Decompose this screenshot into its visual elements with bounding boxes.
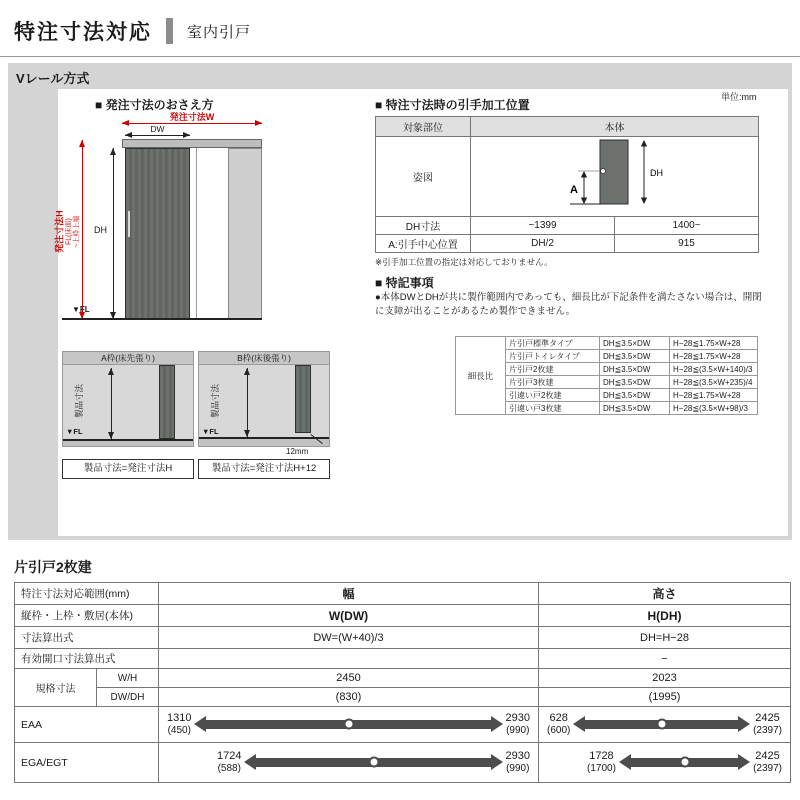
opening-formula-label: 有効開口寸法算出式	[15, 649, 159, 669]
dh-size-row	[376, 217, 759, 235]
ratio-cond-2: H−28≦1.75×W+28	[670, 389, 758, 402]
top-frame-bar	[122, 139, 262, 148]
standard-dwdh-row	[15, 688, 791, 707]
range-min-sub: (588)	[217, 763, 241, 775]
range-min-sub: (1700)	[587, 763, 616, 775]
frame-a-fl-label: ▼FL	[66, 427, 83, 436]
figure-dh-arrow-head-bottom	[640, 198, 646, 205]
eaa-width-range-cell	[159, 707, 539, 743]
order-height-label	[55, 177, 80, 287]
ratio-cond-1: DH≦3.5×DW	[600, 363, 670, 376]
bottom-heading: 片引戸2枚建	[14, 559, 92, 575]
range-circle-icon	[343, 719, 354, 730]
spec-header-label: 特注寸法対応範囲(mm)	[15, 583, 159, 605]
standard-wh-row	[15, 669, 791, 688]
body-dims-w: W(DW)	[159, 605, 539, 627]
range-max-sub: (990)	[506, 725, 530, 737]
figure-row-label: 姿図	[376, 137, 471, 217]
opening-formula-w	[159, 649, 539, 669]
handle-section-title: ■ 特注寸法時の引手加工位置	[375, 98, 530, 112]
figure-handle-icon	[600, 169, 605, 174]
frame-a-product-label: 製品寸法	[74, 384, 84, 419]
range-max-sub: (2397)	[753, 763, 782, 775]
formula-row	[15, 627, 791, 649]
ratio-type: 片引戸標準タイプ	[506, 337, 600, 350]
frame-b-floor-slab	[199, 439, 329, 446]
range-max-value: 2425	[755, 712, 780, 725]
frame-b-formula: 製品寸法=発注寸法H+12	[198, 459, 330, 479]
handle-figure	[472, 137, 758, 213]
ratio-cond-1: DH≦3.5×DW	[600, 337, 670, 350]
ratio-cond-2: H−28≦(3.5×W+140)/3	[670, 363, 758, 376]
col-part-header: 対象部位	[376, 117, 471, 137]
eaa-label: EAA	[15, 707, 159, 743]
range-circle-icon	[368, 757, 379, 768]
ratio-type: 片引戸トイレタイプ	[506, 350, 600, 363]
spec-range-table	[14, 582, 791, 783]
range-arrow	[631, 758, 738, 767]
notes-section-title: ■ 特記事項	[375, 276, 434, 290]
dw-label: DW	[150, 124, 165, 134]
range-max-sub: (2397)	[753, 725, 782, 737]
frame-b-product-label: 製品寸法	[210, 384, 220, 419]
standard-dwdh-label: DW/DH	[97, 688, 159, 707]
opening-edge-line	[196, 148, 197, 319]
page-subtitle: 室内引戸	[187, 23, 252, 41]
ega-height-range-cell	[539, 743, 791, 783]
figure-row	[376, 137, 759, 217]
formula-h: DH=H−28	[539, 627, 791, 649]
dh-size-value-2: 1400~	[615, 217, 759, 235]
figure-dh-label: DH	[649, 168, 663, 178]
handle-position-table	[375, 116, 759, 253]
range-min-value: 1728	[589, 750, 614, 763]
range-max-value: 2930	[505, 750, 530, 763]
page-header	[14, 16, 251, 46]
frame-a-floor-slab	[63, 441, 193, 446]
body-dims-row	[15, 605, 791, 627]
eaa-width-range	[159, 710, 538, 738]
range-arrow	[256, 758, 490, 767]
ratio-cond-1: DH≦3.5×DW	[600, 402, 670, 415]
order-height-arrow	[82, 140, 83, 319]
range-min	[587, 750, 616, 774]
dh-label: DH	[94, 225, 107, 235]
frame-a-diagram	[62, 351, 194, 447]
handle-center-row	[376, 235, 759, 253]
ratio-type: 引違い戸3枚建	[506, 402, 600, 415]
opening-formula-h: −	[539, 649, 791, 669]
width-column-header: 幅	[159, 583, 539, 605]
formula-w: DW=(W+40)/3	[159, 627, 539, 649]
notes-bullet: ●本体DWとDHが共に製作範囲内であっても、細長比が下記条件を満たさない場合は、開閉に支障が出ることがあるため製作できません。	[375, 292, 762, 318]
frame-a-product-arrow	[111, 368, 112, 439]
frame-a-floor-line	[63, 439, 193, 441]
handle-center-value-2: 915	[615, 235, 759, 253]
order-height-label-sub1: FL(床面)	[65, 218, 73, 246]
formula-label: 寸法算出式	[15, 627, 159, 649]
ratio-cond-1: DH≦3.5×DW	[600, 376, 670, 389]
standard-wh-label: W/H	[97, 669, 159, 688]
ega-width-range	[159, 748, 538, 776]
eaa-row	[15, 707, 791, 743]
frame-a-formula: 製品寸法=発注寸法H	[62, 459, 194, 479]
door-panel	[125, 148, 190, 319]
range-arrow	[206, 720, 490, 729]
slenderness-ratio-table	[455, 336, 758, 415]
range-arrow	[585, 720, 738, 729]
dw-arrow	[125, 135, 190, 136]
ratio-cond-2: H−28≦1.75×W+28	[670, 337, 758, 350]
order-height-label-sub2: ~上枠上端	[72, 215, 80, 248]
range-max	[753, 750, 782, 774]
ratio-type: 引違い戸2枚建	[506, 389, 600, 402]
range-min	[547, 712, 570, 736]
header-rule	[0, 56, 800, 57]
height-column-header: 高さ	[539, 583, 791, 605]
range-min-sub: (600)	[547, 725, 571, 737]
ega-row	[15, 743, 791, 783]
figure-a-arrow-head-top	[580, 171, 586, 178]
range-max-value: 2930	[505, 712, 530, 725]
frame-b-product-arrow	[247, 368, 248, 437]
frame-detail-diagrams	[62, 351, 330, 483]
dh-size-value-1: ~1399	[471, 217, 615, 235]
range-max	[506, 712, 530, 736]
ega-label: EGA/EGT	[15, 743, 159, 783]
ega-height-range	[539, 748, 790, 776]
floor-level-label: ▼FL	[72, 305, 90, 314]
handle-center-value-1: DH/2	[471, 235, 615, 253]
ratio-label: 細長比	[456, 337, 506, 415]
ratio-cond-1: DH≦3.5×DW	[600, 350, 670, 363]
vrail-section	[8, 63, 792, 540]
door-handle-mark	[128, 211, 130, 237]
vrail-label: Vレール方式	[16, 71, 90, 86]
opening-formula-row	[15, 649, 791, 669]
order-height-label-main: 発注寸法H	[54, 210, 65, 253]
order-width-label: 発注寸法W	[169, 112, 215, 122]
ratio-cond-2: H−28≦1.75×W+28	[670, 350, 758, 363]
standard-dwdh-w: (830)	[159, 688, 539, 707]
unit-label: 単位:mm	[721, 92, 757, 102]
range-min-value: 1724	[217, 750, 242, 763]
standard-wh-h: 2023	[539, 669, 791, 688]
figure-cell	[471, 137, 759, 217]
frame-b-body	[198, 365, 330, 447]
handle-center-label: A:引手中心位置	[376, 235, 471, 253]
handle-note: ※引手加工位置の指定は対応しておりません。	[375, 257, 553, 267]
figure-a-arrow-head-bottom	[580, 198, 586, 205]
range-min-value: 1310	[167, 712, 192, 725]
standard-wh-w: 2450	[159, 669, 539, 688]
range-min	[167, 712, 191, 736]
ratio-cond-2: H−28≦(3.5×W+235)/4	[670, 376, 758, 389]
table-row	[456, 337, 758, 350]
frame-b-diagram	[198, 351, 330, 447]
range-min-value: 628	[549, 712, 568, 725]
ratio-type: 片引戸2枚建	[506, 363, 600, 376]
frame-a-body	[62, 365, 194, 447]
body-dims-h: H(DH)	[539, 605, 791, 627]
dh-size-label: DH寸法	[376, 217, 471, 235]
page-title: 特注寸法対応	[14, 21, 152, 44]
range-min	[217, 750, 241, 774]
dh-arrow	[113, 148, 114, 319]
floor-line	[62, 318, 262, 320]
range-max	[753, 712, 782, 736]
range-circle-icon	[679, 757, 690, 768]
figure-a-label: A	[569, 184, 578, 196]
standard-label: 規格寸法	[15, 669, 97, 707]
frame-b-fl-label: ▼FL	[202, 427, 219, 436]
frame-b-floor-line	[199, 437, 329, 439]
vrail-content-panel	[54, 89, 788, 536]
ratio-type: 片引戸3枚建	[506, 376, 600, 389]
frame-b-door	[295, 365, 311, 433]
range-max-value: 2425	[755, 750, 780, 763]
figure-dh-arrow-head-top	[640, 140, 646, 147]
right-vertical-frame	[228, 148, 262, 319]
spec-header-row	[15, 583, 791, 605]
range-max	[506, 750, 530, 774]
frame-a-door	[159, 365, 175, 439]
body-dims-label: 縦枠・上枠・敷居(本体)	[15, 605, 159, 627]
standard-dwdh-h: (1995)	[539, 688, 791, 707]
range-max-sub: (990)	[506, 763, 530, 775]
order-section-title: ■ 発注寸法のおさえ方	[95, 98, 214, 112]
col-body-header: 本体	[471, 117, 759, 137]
gap-12mm-label: 12mm	[286, 447, 309, 456]
range-circle-icon	[656, 719, 667, 730]
handle-table-header-row	[376, 117, 759, 137]
eaa-height-range-cell	[539, 707, 791, 743]
title-divider	[166, 18, 173, 44]
frame-b-title: B枠(床後張り)	[198, 351, 330, 365]
eaa-height-range	[539, 710, 790, 738]
frame-a-title: A枠(床先張り)	[62, 351, 194, 365]
range-min-sub: (450)	[167, 725, 191, 737]
ratio-cond-1: DH≦3.5×DW	[600, 389, 670, 402]
ratio-cond-2: H−28≦(3.5×W+98)/3	[670, 402, 758, 415]
ega-width-range-cell	[159, 743, 539, 783]
